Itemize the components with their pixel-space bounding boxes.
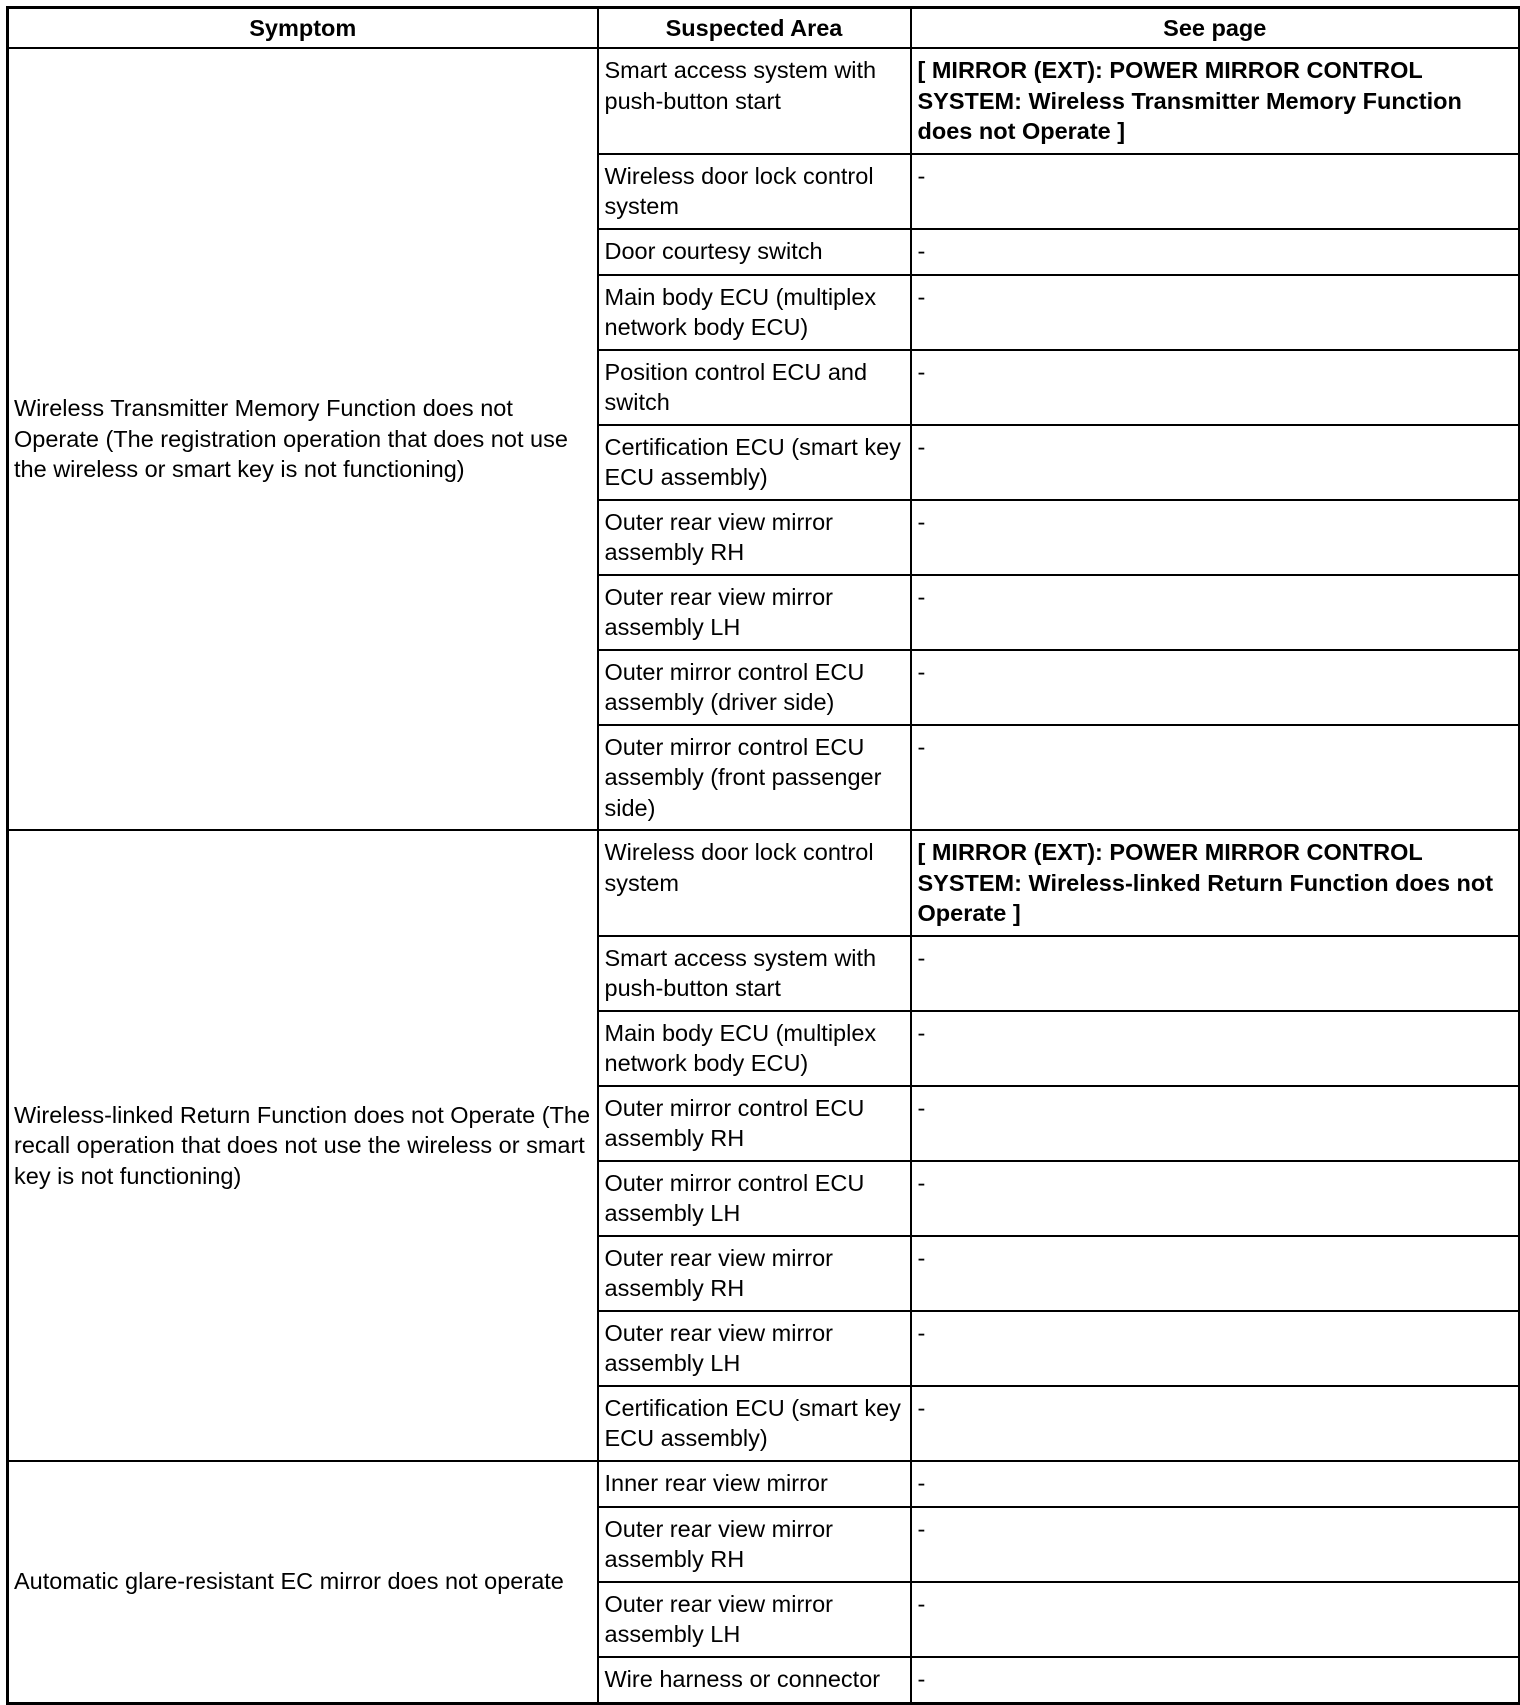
table-row: [8, 830, 1520, 936]
see-page-cell: -: [911, 1582, 1520, 1657]
see-page-cell: -: [911, 1507, 1520, 1582]
symptom-cell: Wireless-linked Return Function does not Operate (The recall operation that does not use the wireless or smart key is not functioning): [8, 830, 598, 1461]
see-page-cell: -: [911, 650, 1520, 725]
suspected-area-cell: Main body ECU (multiplex network body ECU): [598, 275, 911, 350]
suspected-area-cell: Smart access system with push-button start: [598, 936, 911, 1011]
see-page-cell: -: [911, 154, 1520, 229]
see-page-cell: -: [911, 1311, 1520, 1386]
suspected-area-cell: Outer rear view mirror assembly LH: [598, 575, 911, 650]
see-page-link[interactable]: [ MIRROR (EXT): POWER MIRROR CONTROL SYSTEM: Wireless Transmitter Memory Function does not Operate ]: [911, 48, 1520, 154]
suspected-area-cell: Outer rear view mirror assembly LH: [598, 1311, 911, 1386]
suspected-area-cell: Certification ECU (smart key ECU assembly): [598, 425, 911, 500]
see-page-cell: -: [911, 425, 1520, 500]
table-row: [8, 1461, 1520, 1507]
see-page-cell: -: [911, 1161, 1520, 1236]
header-see-page: See page: [911, 8, 1520, 49]
suspected-area-cell: Outer rear view mirror assembly RH: [598, 500, 911, 575]
see-page-cell: -: [911, 725, 1520, 831]
suspected-area-cell: Outer mirror control ECU assembly RH: [598, 1086, 911, 1161]
see-page-cell: -: [911, 350, 1520, 425]
see-page-cell: -: [911, 1086, 1520, 1161]
suspected-area-cell: Outer mirror control ECU assembly (driver side): [598, 650, 911, 725]
see-page-link[interactable]: [ MIRROR (EXT): POWER MIRROR CONTROL SYSTEM: Wireless-linked Return Function does not Operate ]: [911, 830, 1520, 936]
suspected-area-cell: Certification ECU (smart key ECU assembly): [598, 1386, 911, 1461]
suspected-area-cell: Wireless door lock control system: [598, 830, 911, 936]
suspected-area-cell: Wireless door lock control system: [598, 154, 911, 229]
suspected-area-cell: Outer mirror control ECU assembly LH: [598, 1161, 911, 1236]
see-page-cell: -: [911, 1236, 1520, 1311]
see-page-cell: -: [911, 275, 1520, 350]
see-page-cell: -: [911, 575, 1520, 650]
symptom-cell: Wireless Transmitter Memory Function does not Operate (The registration operation that does not use the wireless or smart key is not functioning): [8, 48, 598, 830]
header-symptom: Symptom: [8, 8, 598, 49]
suspected-area-cell: Wire harness or connector: [598, 1657, 911, 1704]
see-page-cell: -: [911, 1011, 1520, 1086]
suspected-area-cell: Main body ECU (multiplex network body ECU): [598, 1011, 911, 1086]
table-row: [8, 48, 1520, 154]
suspected-area-cell: Inner rear view mirror: [598, 1461, 911, 1507]
suspected-area-cell: Outer rear view mirror assembly RH: [598, 1236, 911, 1311]
suspected-area-cell: Outer mirror control ECU assembly (front passenger side): [598, 725, 911, 831]
see-page-cell: -: [911, 1657, 1520, 1704]
symptom-cell: Automatic glare-resistant EC mirror does not operate: [8, 1461, 598, 1704]
header-suspected-area: Suspected Area: [598, 8, 911, 49]
see-page-cell: -: [911, 500, 1520, 575]
suspected-area-cell: Position control ECU and switch: [598, 350, 911, 425]
symptom-table: [6, 6, 1520, 1705]
see-page-cell: -: [911, 229, 1520, 275]
suspected-area-cell: Smart access system with push-button start: [598, 48, 911, 154]
suspected-area-cell: Outer rear view mirror assembly LH: [598, 1582, 911, 1657]
see-page-cell: -: [911, 1386, 1520, 1461]
suspected-area-cell: Outer rear view mirror assembly RH: [598, 1507, 911, 1582]
see-page-cell: -: [911, 936, 1520, 1011]
suspected-area-cell: Door courtesy switch: [598, 229, 911, 275]
see-page-cell: -: [911, 1461, 1520, 1507]
